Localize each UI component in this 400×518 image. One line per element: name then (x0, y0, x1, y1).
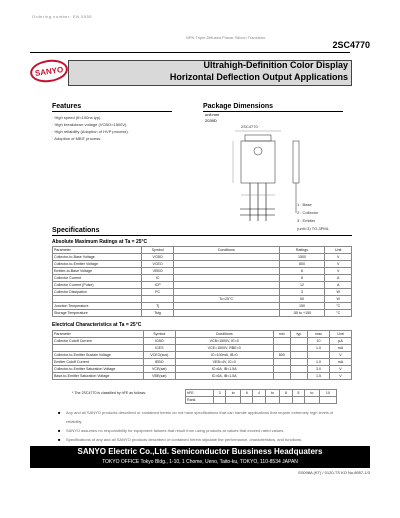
rank-table (185, 389, 337, 404)
table-cell (290, 373, 307, 380)
table-cell (308, 352, 330, 359)
table-cell: Collector-to-Emitter Sustain Voltage (53, 352, 144, 359)
table-row (53, 345, 352, 352)
table-cell: IEBO (143, 359, 175, 366)
column-header: typ (290, 331, 307, 338)
table-cell: Emitter Cutoff Current (53, 359, 144, 366)
features-heading: Features (52, 103, 172, 112)
table-cell: VEB=4V, IC=0 (175, 359, 273, 366)
column-header: min (273, 331, 290, 338)
table-row (53, 254, 352, 261)
table-cell: VCE(sat) (143, 366, 175, 373)
table-cell: ICBO (143, 338, 175, 345)
table-cell (290, 345, 307, 352)
feature-item: · High speed (tf=100ns typ). (52, 115, 102, 120)
table-cell: 6 (241, 390, 253, 397)
table-cell: Base-to-Emitter Saturation Voltage (53, 373, 144, 380)
disclaimer-item: ■ Any and all SANYO products described or contained herein do not have specifications that can handle applications that require extremely high levels of reliability. (58, 408, 350, 426)
table-cell: V (325, 254, 352, 261)
table-cell: Collector Dissipation (53, 289, 142, 296)
drawing-label: 2SC4770 (241, 124, 258, 129)
table-cell: Collector-to-Emitter Voltage (53, 261, 142, 268)
table-cell (173, 268, 279, 275)
legend-item: 3 : Emitter (297, 218, 316, 223)
table-cell (253, 397, 265, 404)
table-cell (273, 366, 290, 373)
table-cell (173, 254, 279, 261)
table-cell (273, 345, 290, 352)
table-cell (53, 345, 144, 352)
table-cell: -55 to +150 (279, 310, 325, 317)
footer-address: TOKYO OFFICE Tokyo Bldg., 1-10, 1 Chome, Ueno, Taito-ku, TOKYO, 110-8534 JAPAN (102, 459, 298, 465)
table-cell: Collector-to-Emitter Saturation Voltage (53, 366, 144, 373)
footer-code: E0098A (KT) / 0120-TS KO No.8957-1/3 (298, 470, 370, 475)
title-line-2: Horizontal Deflection Output Applications (169, 72, 348, 82)
package-heading: Package Dimensions (203, 103, 343, 112)
table-row (53, 268, 352, 275)
table-cell (280, 397, 292, 404)
feature-item: · High reliability (Adoption of HVP process). (52, 129, 129, 134)
table-cell: Rank (186, 397, 214, 404)
table-cell: Collector Cutoff Current (53, 338, 144, 345)
table-cell: Storage Temperature (53, 310, 142, 317)
table-cell (214, 397, 226, 404)
table-cell: 800 (273, 352, 290, 359)
table-cell: 1.0 (308, 359, 330, 366)
table-cell: A (325, 275, 352, 282)
table-header-row (53, 247, 352, 254)
table-cell: V (329, 366, 351, 373)
table-cell: 3 (279, 289, 325, 296)
table-cell (273, 359, 290, 366)
table-cell: PC (142, 289, 174, 296)
table-cell: mA (329, 359, 351, 366)
absmax-title: Absolute Maximum Ratings at Ta = 25°C (52, 239, 148, 245)
table-cell: V (329, 373, 351, 380)
table-cell (241, 397, 253, 404)
column-header: Unit (329, 331, 351, 338)
rank-body (186, 390, 337, 404)
table-row (53, 303, 352, 310)
package-unit: unit:mm (205, 112, 220, 117)
specifications-heading: Specifications (52, 227, 352, 236)
feature-item: · High breakdown voltage (VCBO=1500V). (52, 122, 128, 127)
table-cell (173, 310, 279, 317)
package-code: 2039D (205, 118, 217, 123)
table-row (53, 338, 352, 345)
table-cell (173, 289, 279, 296)
features-list (52, 114, 192, 142)
table-row (53, 275, 352, 282)
electrical-table (52, 330, 352, 380)
column-header: Conditions (173, 247, 279, 254)
table-row (53, 310, 352, 317)
table-cell: °C (325, 310, 352, 317)
table-row (186, 397, 337, 404)
table-cell: 6 (279, 268, 325, 275)
table-cell: IC=6A, IB=1.5A (175, 373, 273, 380)
column-header: max (308, 331, 330, 338)
disclaimer-list (58, 408, 350, 444)
table-cell: V (325, 261, 352, 268)
table-cell: 1.5 (308, 373, 330, 380)
column-header: Ratings (279, 247, 325, 254)
table-row (53, 366, 352, 373)
title-line-1: Ultrahigh-Definition Color Display (203, 60, 348, 70)
table-cell: 3.0 (308, 366, 330, 373)
legend-item: 2 : Collector (297, 210, 319, 215)
table-cell: 12 (279, 282, 325, 289)
table-cell: VEBO (142, 268, 174, 275)
absmax-table (52, 246, 352, 317)
footer-company: SANYO Electric Co.,Ltd. Semiconductor Bussiness Headquaters (77, 447, 323, 456)
table-cell: 3 (214, 390, 226, 397)
table-row (53, 261, 352, 268)
table-cell: 5 (292, 390, 304, 397)
table-cell: µA (329, 338, 351, 345)
table-cell: VCE=1500V, RBE=0 (175, 345, 273, 352)
table-row (53, 289, 352, 296)
table-cell: 1.0 (308, 345, 330, 352)
absmax-body (53, 254, 352, 317)
column-header: Unit (325, 247, 352, 254)
table-cell: W (325, 296, 352, 303)
table-cell: 10 (308, 338, 330, 345)
table-cell (265, 397, 280, 404)
table-cell: 1500 (279, 254, 325, 261)
table-cell: °C (325, 303, 352, 310)
table-cell: 50 (279, 296, 325, 303)
electrical-body (53, 338, 352, 380)
table-cell: VCEO(sus) (143, 352, 175, 359)
rank-note: * The 2SC4770 is classified by hFE as follows: (72, 391, 147, 395)
table-cell: VBE(sat) (143, 373, 175, 380)
header-subtype: NPN Triple Diffused Planar Silicon Transistor (186, 35, 266, 40)
table-cell (273, 338, 290, 345)
table-cell (173, 282, 279, 289)
table-cell: V (329, 352, 351, 359)
table-cell (292, 397, 304, 404)
table-cell: 150 (279, 303, 325, 310)
disclaimer-item: ■ SANYO assumes no responsibility for equipment failures that result from using products at values that exceed rated values. (58, 426, 350, 435)
table-cell: Collector Current (53, 275, 142, 282)
table-cell (226, 397, 241, 404)
table-cell: Tstg (142, 310, 174, 317)
table-cell (290, 338, 307, 345)
table-cell: 800 (279, 261, 325, 268)
table-cell: 4 (253, 390, 265, 397)
table-cell (305, 397, 320, 404)
table-cell: Tj (142, 303, 174, 310)
table-cell: Tc=25°C (173, 296, 279, 303)
table-cell: IC=100mA, IB=0 (175, 352, 273, 359)
header-rule (30, 52, 350, 53)
table-cell (319, 397, 336, 404)
table-cell: ICP (142, 282, 174, 289)
table-cell: to (265, 390, 280, 397)
table-row (53, 359, 352, 366)
table-header-row (53, 331, 352, 338)
table-cell (173, 303, 279, 310)
table-cell: ICES (143, 345, 175, 352)
table-cell (290, 366, 307, 373)
table-cell (53, 296, 142, 303)
feature-item: · Adoption of MBIT process. (52, 136, 102, 141)
table-cell (142, 296, 174, 303)
header-topline: Ordering number: EN 5555 (32, 14, 93, 19)
table-cell: 8 (279, 275, 325, 282)
table-cell: to (305, 390, 320, 397)
column-header: Conditions (175, 331, 273, 338)
table-cell: V (325, 268, 352, 275)
table-row (53, 352, 352, 359)
disclaimer-item: ■ Specifications of any and all SANYO products described or contained herein stipulate the performance, characteristics, and functions. (58, 435, 350, 444)
table-row (186, 390, 337, 397)
table-cell: VCEO (142, 261, 174, 268)
legend-item: (unit=3) TO-3PML (297, 226, 329, 231)
column-header: Symbol (143, 331, 175, 338)
table-cell: 10 (319, 390, 336, 397)
table-cell: IC (142, 275, 174, 282)
table-cell (290, 352, 307, 359)
electrical-title: Electrical Characteristics at Ta = 25°C (52, 322, 142, 328)
table-cell (290, 359, 307, 366)
table-cell (173, 261, 279, 268)
table-cell: VCBO (142, 254, 174, 261)
column-header: Parameter (53, 247, 142, 254)
column-header: Symbol (142, 247, 174, 254)
table-cell: Junction Temperature (53, 303, 142, 310)
table-cell: Collector-to-Base Voltage (53, 254, 142, 261)
legend-item: 1 : Base (297, 202, 312, 207)
table-cell: Emitter-to-Base Voltage (53, 268, 142, 275)
table-row (53, 373, 352, 380)
table-cell: VCB=1500V, IE=0 (175, 338, 273, 345)
table-cell: mA (329, 345, 351, 352)
table-cell: 8 (280, 390, 292, 397)
sanyo-logo: SANYO (29, 57, 70, 84)
part-number: 2SC4770 (332, 40, 370, 50)
column-header: Parameter (53, 331, 144, 338)
table-cell (273, 373, 290, 380)
table-cell: Collector Current (Pulse) (53, 282, 142, 289)
table-row (53, 282, 352, 289)
table-cell: to (226, 390, 241, 397)
table-cell: hFE (186, 390, 214, 397)
table-cell: A (325, 282, 352, 289)
table-cell (173, 275, 279, 282)
table-cell: W (325, 289, 352, 296)
table-row (53, 296, 352, 303)
table-cell: IC=6A, IB=1.5A (175, 366, 273, 373)
